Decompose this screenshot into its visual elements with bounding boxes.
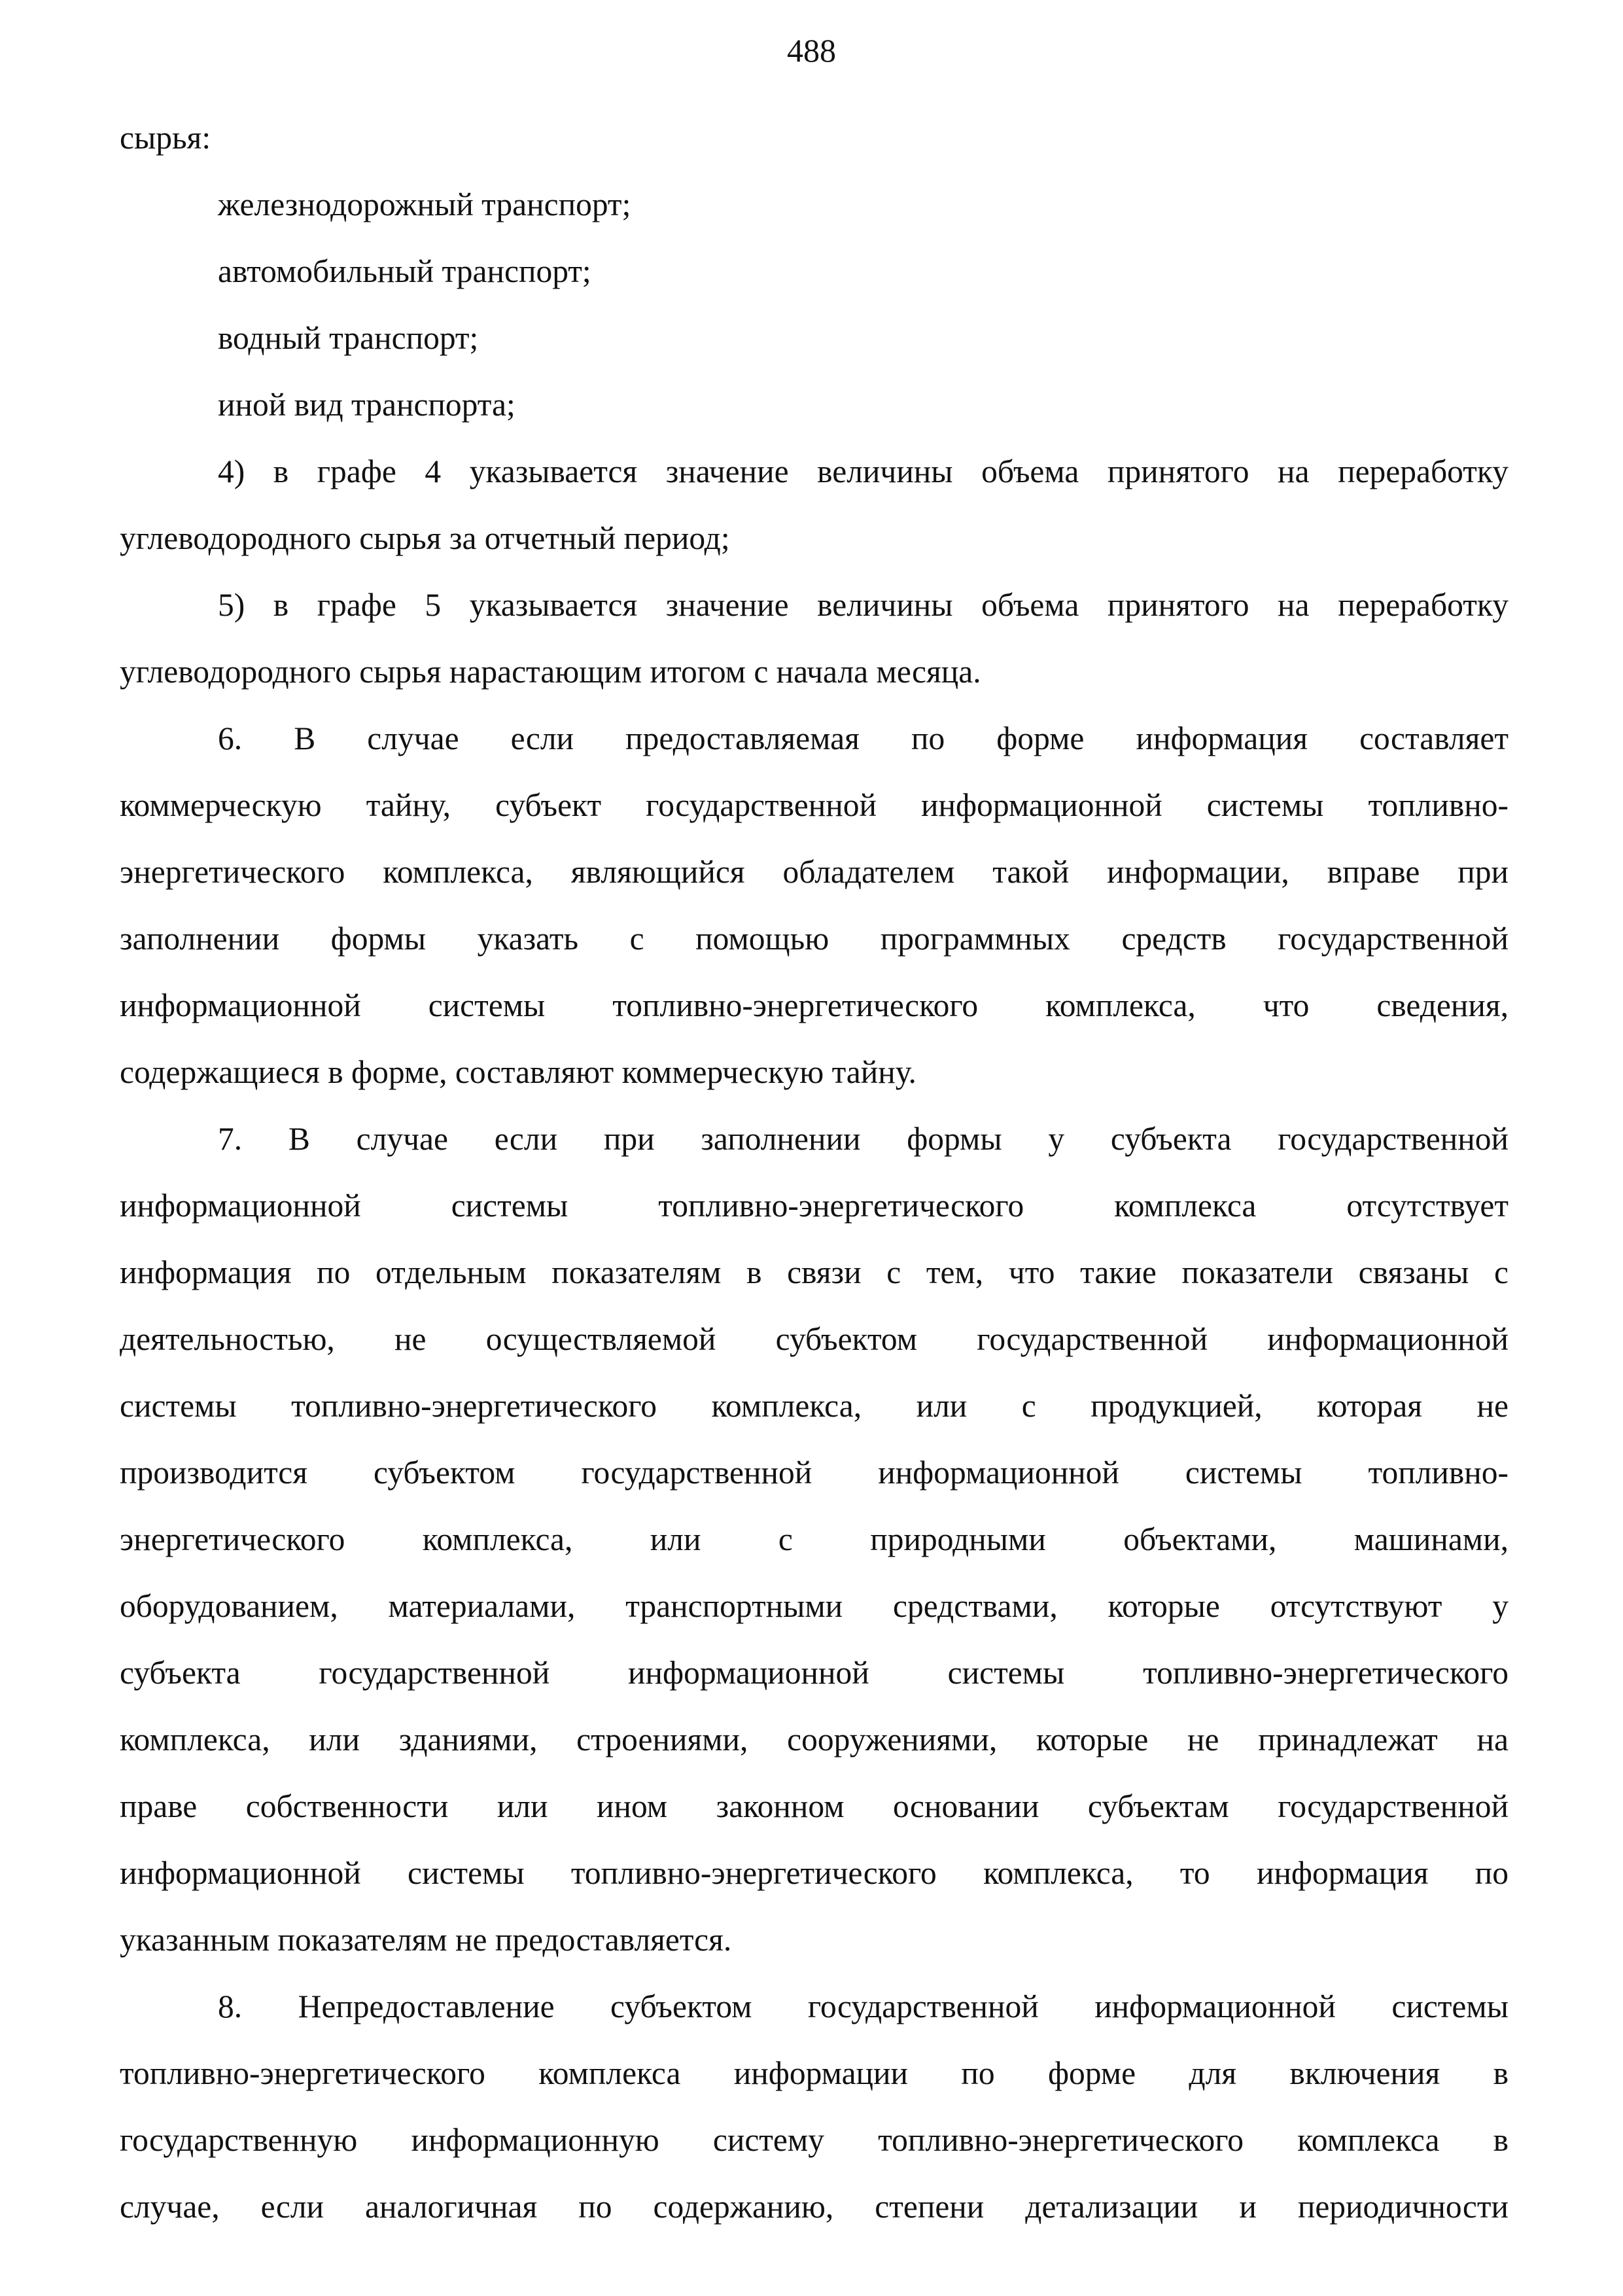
text-line: 7. В случае если при заполнении формы у субъекта государственной	[218, 1121, 1509, 1157]
text-line: системы топливно-энергетического комплекса, или с продукцией, которая не	[120, 1388, 1509, 1424]
text-line: 6. В случае если предоставляемая по форме информация составляет	[218, 720, 1509, 756]
text-line: водный транспорт;	[218, 320, 479, 356]
text-line: железнодорожный транспорт;	[218, 186, 631, 222]
text-line: содержащиеся в форме, составляют коммерческую тайну.	[120, 1054, 916, 1090]
text-line: 5) в графе 5 указывается значение величины объема принятого на переработку	[218, 587, 1509, 623]
text-line: энергетического комплекса, являющийся обладателем такой информации, вправе при	[120, 854, 1509, 890]
text-line: углеводородного сырья нарастающим итогом с начала месяца.	[120, 654, 981, 690]
text-line: случае, если аналогичная по содержанию, степени детализации и периодичности	[120, 2189, 1509, 2225]
text-line: субъекта государственной информационной системы топливно-энергетического	[120, 1655, 1509, 1691]
body-text	[120, 105, 1509, 2240]
text-line: оборудованием, материалами, транспортными средствами, которые отсутствуют у	[120, 1588, 1509, 1624]
text-line: производится субъектом государственной информационной системы топливно-	[120, 1455, 1509, 1491]
text-line: информационной системы топливно-энергетического комплекса, то информация по	[120, 1855, 1509, 1891]
text-line: топливно-энергетического комплекса информации по форме для включения в	[120, 2055, 1509, 2091]
text-line: 8. Непредоставление субъектом государственной информационной системы	[218, 1988, 1509, 2024]
page-number: 488	[787, 32, 836, 69]
text-line: 4) в графе 4 указывается значение величины объема принятого на переработку	[218, 453, 1509, 489]
text-line: комплекса, или зданиями, строениями, сооружениями, которые не принадлежат на	[120, 1722, 1509, 1757]
text-line: указанным показателям не предоставляется.	[120, 1922, 732, 1958]
text-line: заполнении формы указать с помощью программных средств государственной	[120, 921, 1509, 957]
text-line: автомобильный транспорт;	[218, 253, 591, 289]
text-line: государственную информационную систему топливно-энергетического комплекса в	[120, 2122, 1509, 2158]
text-line: коммерческую тайну, субъект государственной информационной системы топливно-	[120, 787, 1509, 823]
text-line: информация по отдельным показателям в связи с тем, что такие показатели связаны с	[120, 1254, 1509, 1290]
text-line: энергетического комплекса, или с природными объектами, машинами,	[120, 1521, 1509, 1557]
text-line: праве собственности или ином законном основании субъектам государственной	[120, 1788, 1509, 1824]
text-line: сырья:	[120, 120, 211, 156]
text-line: информационной системы топливно-энергетического комплекса, что сведения,	[120, 987, 1509, 1023]
text-line: информационной системы топливно-энергетического комплекса отсутствует	[120, 1188, 1509, 1224]
text-line: деятельностью, не осуществляемой субъектом государственной информационной	[120, 1321, 1509, 1357]
text-line: углеводородного сырья за отчетный период;	[120, 520, 730, 556]
text-line: иной вид транспорта;	[218, 387, 515, 423]
